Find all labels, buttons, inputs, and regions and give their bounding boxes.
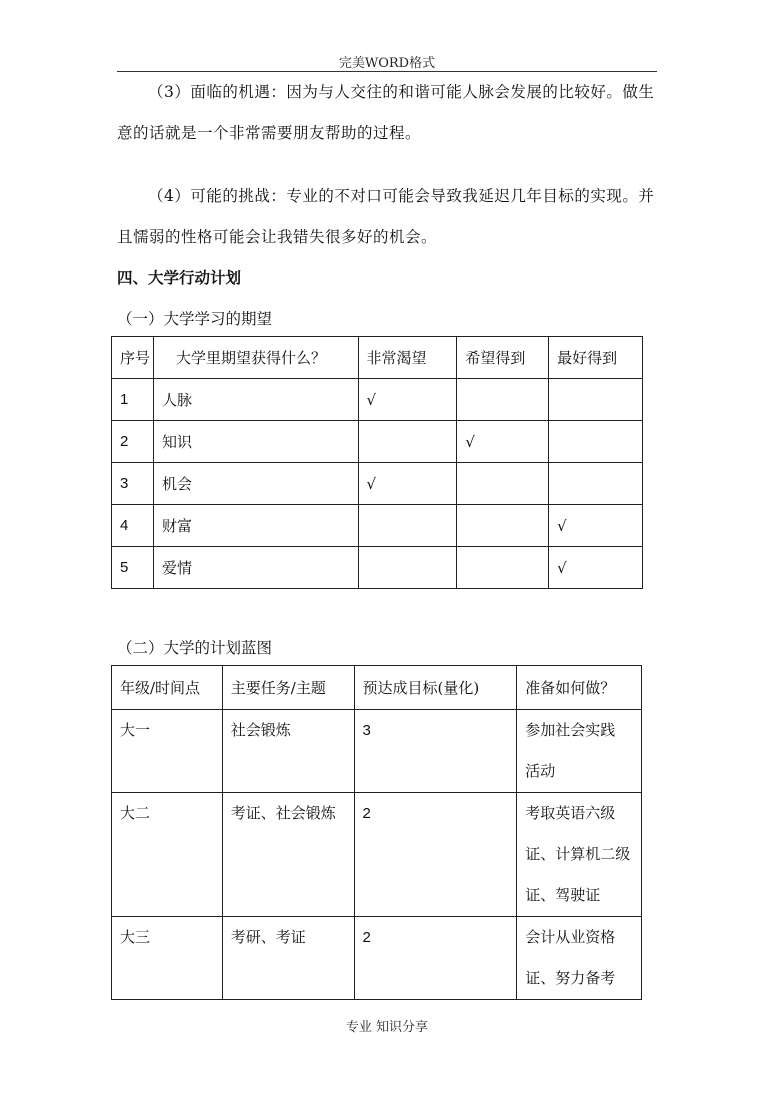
check-cell <box>457 463 549 505</box>
paragraph-challenge: （4）可能的挑战：专业的不对口可能会导致我延迟几年目标的实现。并且懦弱的性格可能会让我错失很多好的机会。 <box>117 187 655 246</box>
table-row <box>112 421 643 463</box>
check-cell <box>457 505 549 547</box>
table-row <box>112 547 643 589</box>
check-cell <box>358 505 457 547</box>
table2-title: （二）大学的计划蓝图 <box>117 639 273 657</box>
plan-line: 会计从业资格 <box>525 928 616 946</box>
header-cell: 准备如何做？ <box>517 666 642 710</box>
check-cell: √ <box>549 547 643 589</box>
header-cell: 预达成目标(量化) <box>354 666 517 710</box>
check-cell: √ <box>358 463 457 505</box>
row-item: 爱情 <box>153 547 358 589</box>
header-cell: 非常渴望 <box>358 337 457 379</box>
plan-cell <box>517 917 642 1000</box>
paragraph-opportunity: （3）面临的机遇：因为与人交往的和谐可能人脉会发展的比较好。做生意的话就是一个非常需要朋友帮助的过程。 <box>117 83 655 142</box>
grade-cell: 大三 <box>112 917 223 1000</box>
table1-title: （一）大学学习的期望 <box>117 310 273 328</box>
row-item: 知识 <box>153 421 358 463</box>
check-cell: √ <box>549 505 643 547</box>
grade-cell: 大二 <box>112 793 223 917</box>
table-row <box>112 505 643 547</box>
row-item: 人脉 <box>153 379 358 421</box>
check-cell <box>549 421 643 463</box>
table-row <box>112 710 642 793</box>
check-cell <box>549 463 643 505</box>
task-cell: 考研、考证 <box>222 917 354 1000</box>
check-cell: √ <box>358 379 457 421</box>
table-row <box>112 917 642 1000</box>
header-cell: 年级/时间点 <box>112 666 223 710</box>
row-item: 财富 <box>153 505 358 547</box>
check-cell <box>358 421 457 463</box>
header-cell: 主要任务/主题 <box>222 666 354 710</box>
check-cell <box>549 379 643 421</box>
plan-line: 考取英语六级 <box>525 804 616 822</box>
row-number: 3 <box>112 463 154 505</box>
page-footer: 专业 知识分享 <box>345 1020 429 1035</box>
goal-cell: 2 <box>354 917 517 1000</box>
grade-cell: 大一 <box>112 710 223 793</box>
plan-table <box>111 665 642 1000</box>
row-number: 5 <box>112 547 154 589</box>
plan-line: 证、努力备考 <box>525 969 616 987</box>
table-row <box>112 793 642 917</box>
goal-cell: 3 <box>354 710 517 793</box>
table-header-row <box>112 337 643 379</box>
table-row <box>112 379 643 421</box>
goal-cell: 2 <box>354 793 517 917</box>
check-cell <box>457 379 549 421</box>
task-cell: 社会锻炼 <box>222 710 354 793</box>
header-cell: 序号 <box>112 337 154 379</box>
check-cell <box>358 547 457 589</box>
row-number: 2 <box>112 421 154 463</box>
section-heading: 四、大学行动计划 <box>117 268 242 287</box>
expectations-table <box>111 336 643 589</box>
page-header: 完美WORD格式 <box>338 56 436 71</box>
header-cell: 大学里期望获得什么？ <box>153 337 358 379</box>
check-cell: √ <box>457 421 549 463</box>
table-header-row <box>112 666 642 710</box>
check-cell <box>457 547 549 589</box>
plan-line: 参加社会实践 <box>525 721 616 739</box>
task-cell: 考证、社会锻炼 <box>222 793 354 917</box>
plan-cell <box>517 793 642 917</box>
table-row <box>112 463 643 505</box>
plan-line: 证、计算机二级 <box>525 845 631 863</box>
row-item: 机会 <box>153 463 358 505</box>
plan-cell <box>517 710 642 793</box>
header-cell: 最好得到 <box>549 337 643 379</box>
plan-line: 活动 <box>525 762 556 780</box>
plan-line: 证、驾驶证 <box>525 886 601 904</box>
header-cell: 希望得到 <box>457 337 549 379</box>
row-number: 4 <box>112 505 154 547</box>
row-number: 1 <box>112 379 154 421</box>
